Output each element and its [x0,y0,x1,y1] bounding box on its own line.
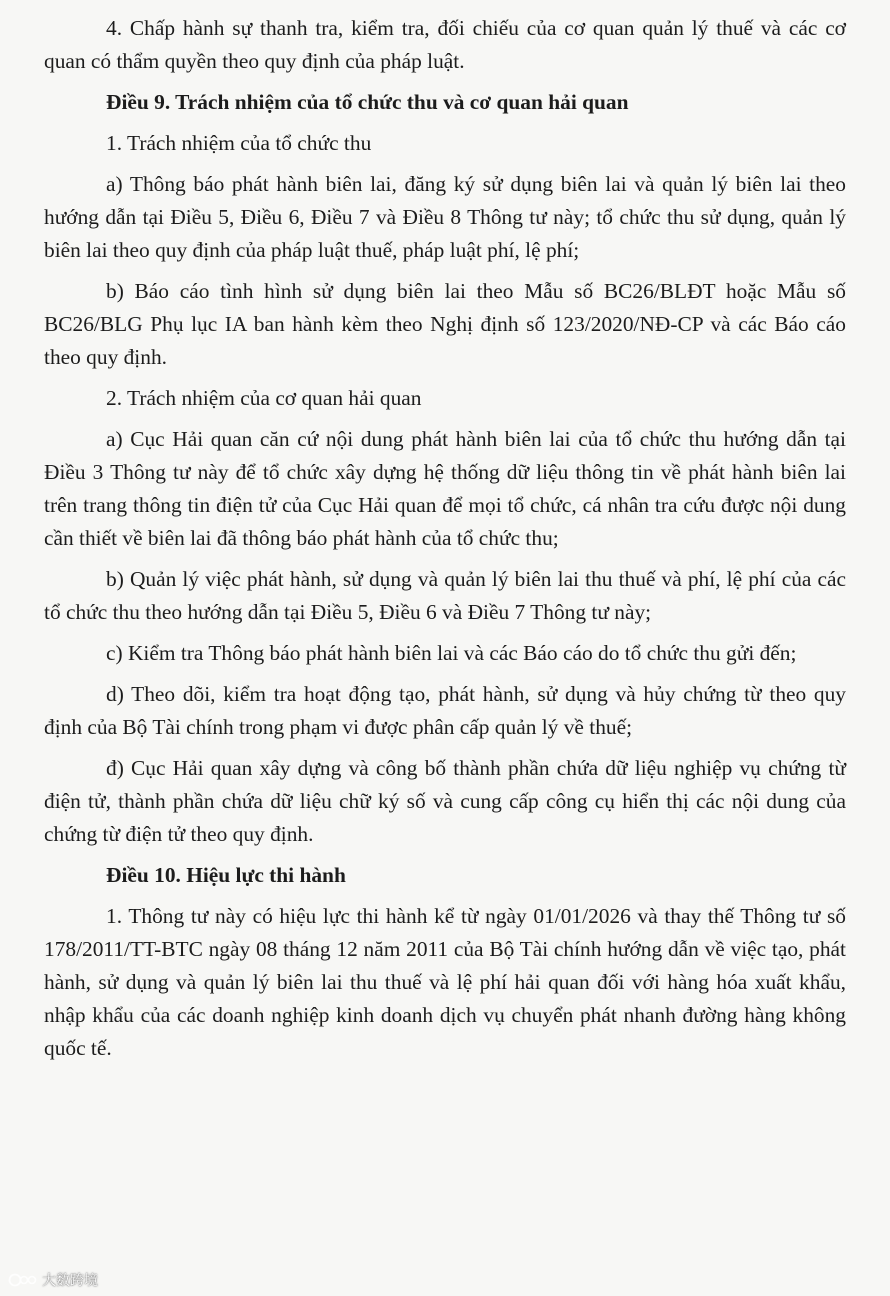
article-9-heading: Điều 9. Trách nhiệm của tổ chức thu và cơ quan hải quan [106,90,629,114]
paragraph-clause-4: 4. Chấp hành sự thanh tra, kiểm tra, đối chiếu của cơ quan quản lý thuế và các cơ quan có thẩm quyền theo quy định của pháp luật. [44,16,846,73]
paragraph-section-1: 1. Trách nhiệm của tổ chức thu [106,131,372,155]
watermark [8,1270,98,1290]
paragraph-2a: a) Cục Hải quan căn cứ nội dung phát hành biên lai của tổ chức thu hướng dẫn tại Điều 3 Thông tư này để tổ chức xây dựng hệ thống dữ liệu thông tin về phát hành biên lai trên trang thông tin điện tử của Cục Hải quan để mọi tổ chức, cá nhân tra cứu được nội dung cần thiết về biên lai đã thông báo phát hành của tổ chức thu; [44,427,846,550]
paragraph-1a: a) Thông báo phát hành biên lai, đăng ký sử dụng biên lai và quản lý biên lai theo hướng dẫn tại Điều 5, Điều 6, Điều 7 và Điều 8 Thông tư này; tổ chức thu sử dụng, quản lý biên lai theo quy định của pháp luật thuế, pháp luật phí, lệ phí; [44,172,846,262]
logo-icon [8,1272,38,1288]
paragraph-2d: d) Theo dõi, kiểm tra hoạt động tạo, phát hành, sử dụng và hủy chứng từ theo quy định của Bộ Tài chính trong phạm vi được phân cấp quản lý về thuế; [44,682,846,739]
article-10-heading: Điều 10. Hiệu lực thi hành [106,863,346,887]
paragraph-2b: b) Quản lý việc phát hành, sử dụng và quản lý biên lai thu thuế và phí, lệ phí của các tổ chức thu theo hướng dẫn tại Điều 5, Điều 6 và Điều 7 Thông tư này; [44,567,846,624]
paragraph-2dd: đ) Cục Hải quan xây dựng và công bố thành phần chứa dữ liệu nghiệp vụ chứng từ điện tử, thành phần chứa dữ liệu chữ ký số và cung cấp công cụ hiển thị các nội dung của chứng từ điện tử theo quy định. [44,756,846,846]
paragraph-effect-1: 1. Thông tư này có hiệu lực thi hành kể từ ngày 01/01/2026 và thay thế Thông tư số 178/2011/TT-BTC ngày 08 tháng 12 năm 2011 của Bộ Tài chính hướng dẫn về việc tạo, phát hành, sử dụng và quản lý biên lai thu thuế và lệ phí hải quan đối với hàng hóa xuất khẩu, nhập khẩu của các doanh nghiệp kinh doanh dịch vụ chuyển phát nhanh đường hàng không quốc tế. [44,904,846,1060]
paragraph-2c: c) Kiểm tra Thông báo phát hành biên lai và các Báo cáo do tổ chức thu gửi đến; [106,641,797,665]
paragraph-1b: b) Báo cáo tình hình sử dụng biên lai theo Mẫu số BC26/BLĐT hoặc Mẫu số BC26/BLG Phụ lục IA ban hành kèm theo Nghị định số 123/2020/NĐ-CP và các Báo cáo theo quy định. [44,279,846,369]
paragraph-section-2: 2. Trách nhiệm của cơ quan hải quan [106,386,422,410]
watermark-text: 大数跨境 [42,1273,98,1289]
